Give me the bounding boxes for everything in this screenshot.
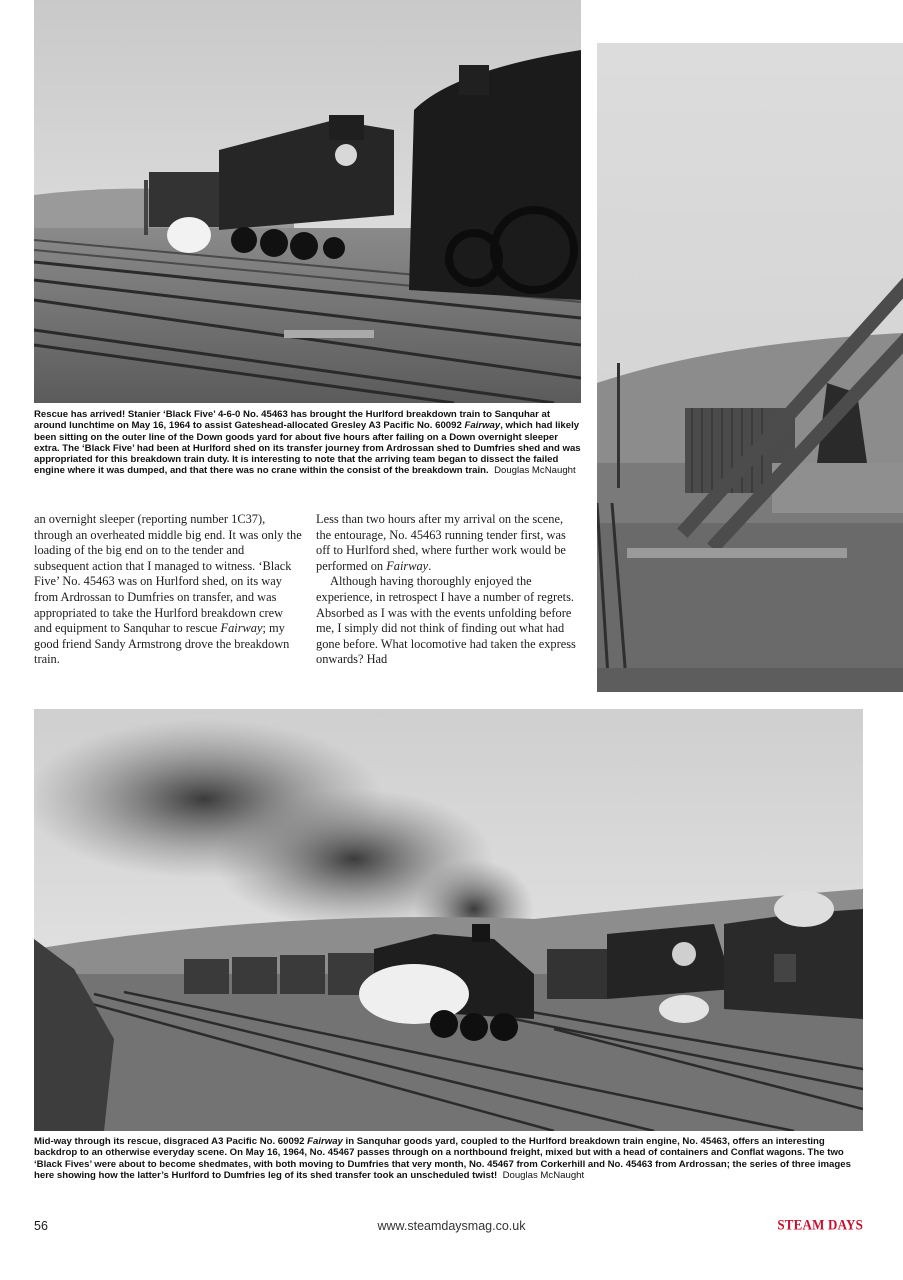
- photo-breakdown-crane-sheerlegs: [597, 43, 903, 692]
- photo-credit: Douglas McNaught: [502, 1169, 585, 1181]
- caption-bottom-photo: Mid-way through its rescue, disgraced A3 Pacific No. 60092 Fairway in Sanquhar goods yard, coupled to the Hurlford breakdown train engine, No. 45463, offers an interesting backdrop to an otherwise everyday scene. On May 16, 1964, No. 45467 passes through on a northbound freight, mixed but with a head of containers and Conflat wagons. The two ‘Black Fives’ were about to become shedmates, with both moving to Dumfries that very month, No. 45467 from Corkerhill and No. 45463 from Ardrossan; the series of three images here showing how the latter’s Hurlford to Dumfries leg of its shed transfer took an unscheduled twist! Douglas McNaught: [34, 1136, 851, 1181]
- photo-credit: Douglas McNaught: [494, 465, 576, 477]
- steam-days-logo: STEAM DAYS: [777, 1215, 863, 1234]
- article-paragraph: an overnight sleeper (reporting number 1C37), through an overheated middle big end. It was only the loading of the big end on to the tender and subsequent action that I managed to witness. ‘Black Five’ No. 45463 was on Hurlford shed, on its way from Ardrossan to Dumfries on transfer, and was appropriated to take the Hurlford breakdown crew and equipment to Sanquhar to rescue Fairway; my good friend Sandy Armstrong drove the breakdown train.: [34, 512, 302, 667]
- article-paragraph: Less than two hours after my arrival on the scene, the entourage, No. 45463 running tender first, was off to Hurlford shed, where further work would be performed on Fairway.: [316, 512, 566, 573]
- photo-locomotives-sanquhar: [34, 0, 581, 403]
- caption-top-photo: Rescue has arrived! Stanier ‘Black Five’ 4-6-0 No. 45463 has brought the Hurlford breakdown train to Sanquhar at around lunchtime on May 16, 1964 to assist Gateshead-allocated Gresley A3 Pacific No. 60092 Fairway, which had likely been sitting on the outer line of the Down goods yard for about five hours after failing on a Down overnight sleeper extra. The ‘Black Five’ had been at Hurlford shed on its transfer journey from Ardrossan shed to Dumfries shed and was appropriated for this breakdown train duty. It is interesting to note that the arriving team began to dissect the failed engine where it was dumped, and that there was no crane within the consist of the breakdown train. Douglas McNaught: [34, 409, 581, 477]
- magazine-url: www.steamdaysmag.co.uk: [377, 1219, 526, 1233]
- article-column-right: [316, 512, 580, 668]
- page-number: 56: [34, 1219, 48, 1233]
- article-paragraph: Although having thoroughly enjoyed the experience, in retrospect I have a number of regrets. Absorbed as I was with the events unfolding before me, I simply did not think of finding out what had gone before. What locomotive had taken the express onwards? Had: [316, 574, 576, 667]
- article-column-left: [34, 512, 302, 668]
- photo-goods-yard-freight: [34, 709, 863, 1131]
